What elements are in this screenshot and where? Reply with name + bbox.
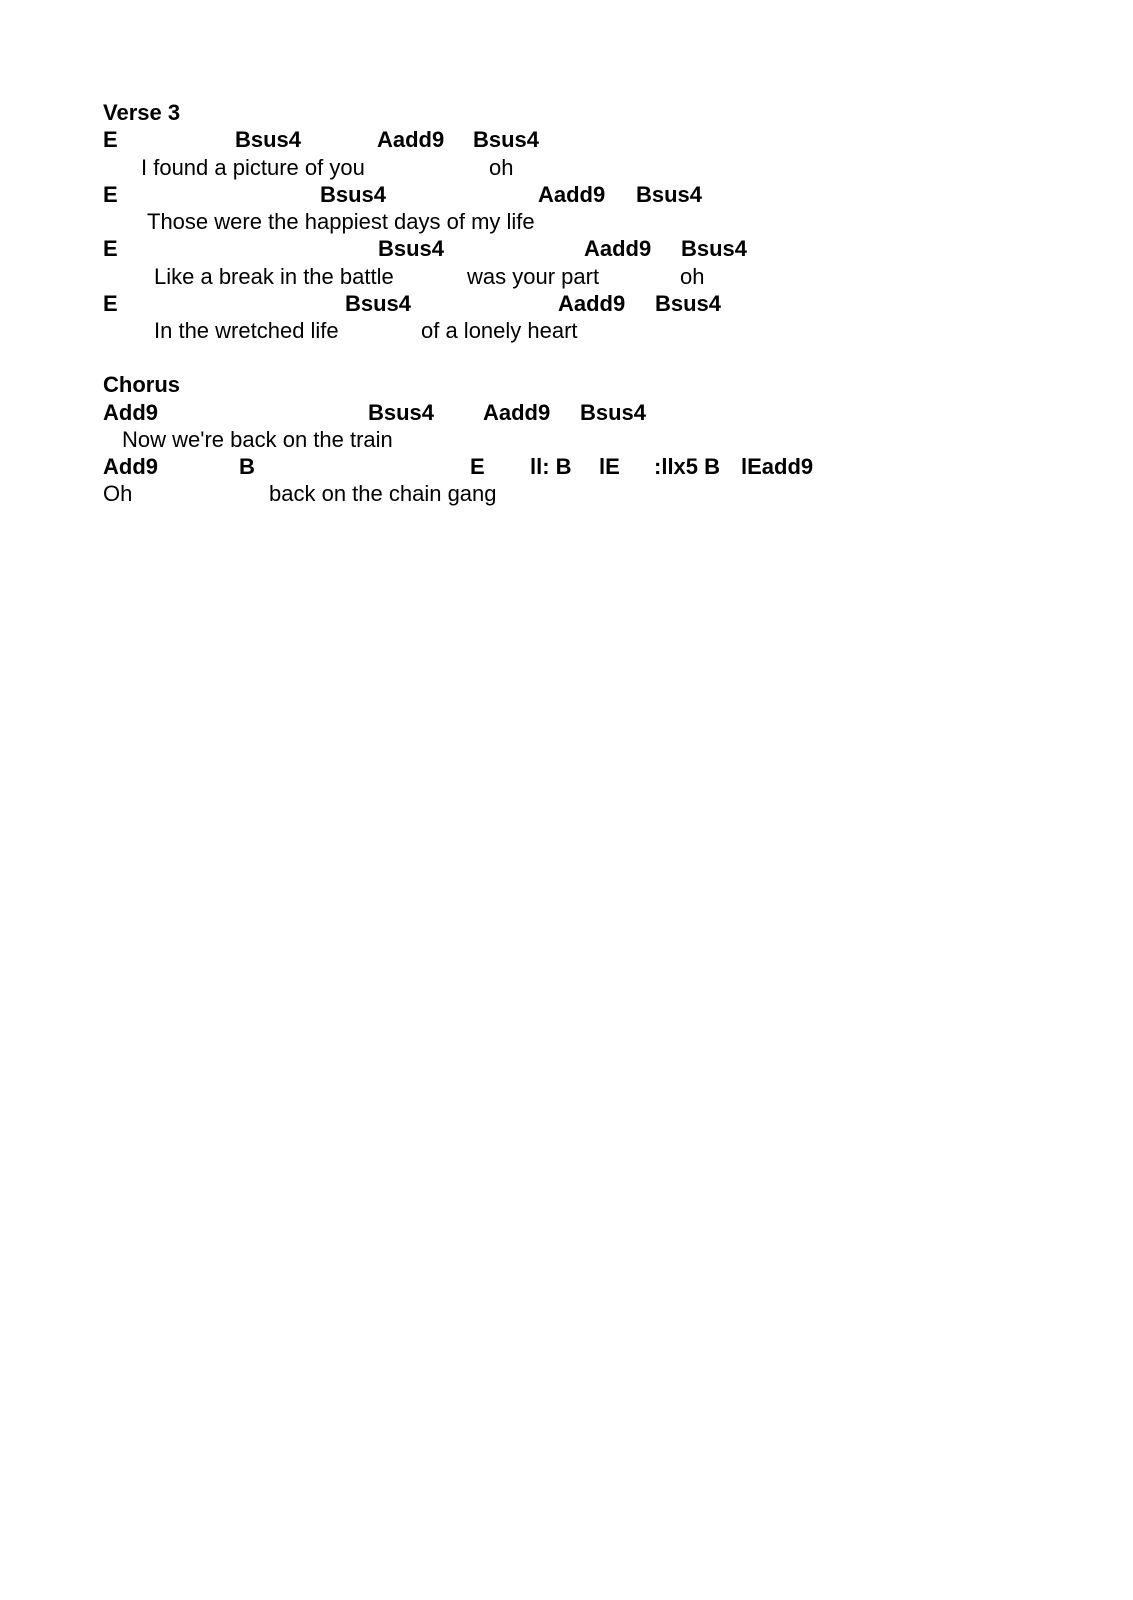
lyric-text: of a lonely heart [421, 318, 578, 343]
lyric-text: Like a break in the battle [154, 264, 394, 289]
chord: E [103, 127, 118, 152]
lyric-text: oh [680, 264, 705, 289]
chord: Aadd9 [538, 182, 606, 207]
chord: Add9 [103, 400, 158, 425]
chord: Bsus4 [345, 291, 412, 316]
chord: Bsus4 [681, 236, 748, 261]
lyric-text: I found a picture of you [141, 155, 365, 180]
chord: E [103, 236, 118, 261]
chord: Bsus4 [655, 291, 722, 316]
chord: E [103, 182, 118, 207]
chord: Bsus4 [320, 182, 387, 207]
chord: B [239, 454, 255, 479]
chord: Add9 [103, 454, 158, 479]
chord: Bsus4 [368, 400, 435, 425]
chord: lEadd9 [741, 454, 814, 479]
chord: Aadd9 [558, 291, 626, 316]
chord: lE [599, 454, 620, 479]
lyric-text: back on the chain gang [269, 481, 497, 506]
chord: E [470, 454, 485, 479]
chord: Bsus4 [580, 400, 647, 425]
chord: Bsus4 [378, 236, 445, 261]
chord: E [103, 291, 118, 316]
chord: Bsus4 [636, 182, 703, 207]
chord: Aadd9 [377, 127, 445, 152]
lyric-text: Those were the happiest days of my life [147, 209, 535, 234]
lyric-text: was your part [467, 264, 600, 289]
chord: Bsus4 [235, 127, 302, 152]
section-heading-chorus: Chorus [103, 372, 180, 397]
chord: ll: B [530, 454, 572, 479]
chord: :llx5 B [654, 454, 721, 479]
chord: Bsus4 [473, 127, 540, 152]
lyric-text: Oh [103, 481, 133, 506]
section-heading-verse-3: Verse 3 [103, 100, 181, 125]
lyric-text: Now we're back on the train [122, 427, 393, 452]
lyric-text: In the wretched life [154, 318, 339, 343]
chord: Aadd9 [483, 400, 551, 425]
lyric-text: oh [489, 155, 514, 180]
chord: Aadd9 [584, 236, 652, 261]
